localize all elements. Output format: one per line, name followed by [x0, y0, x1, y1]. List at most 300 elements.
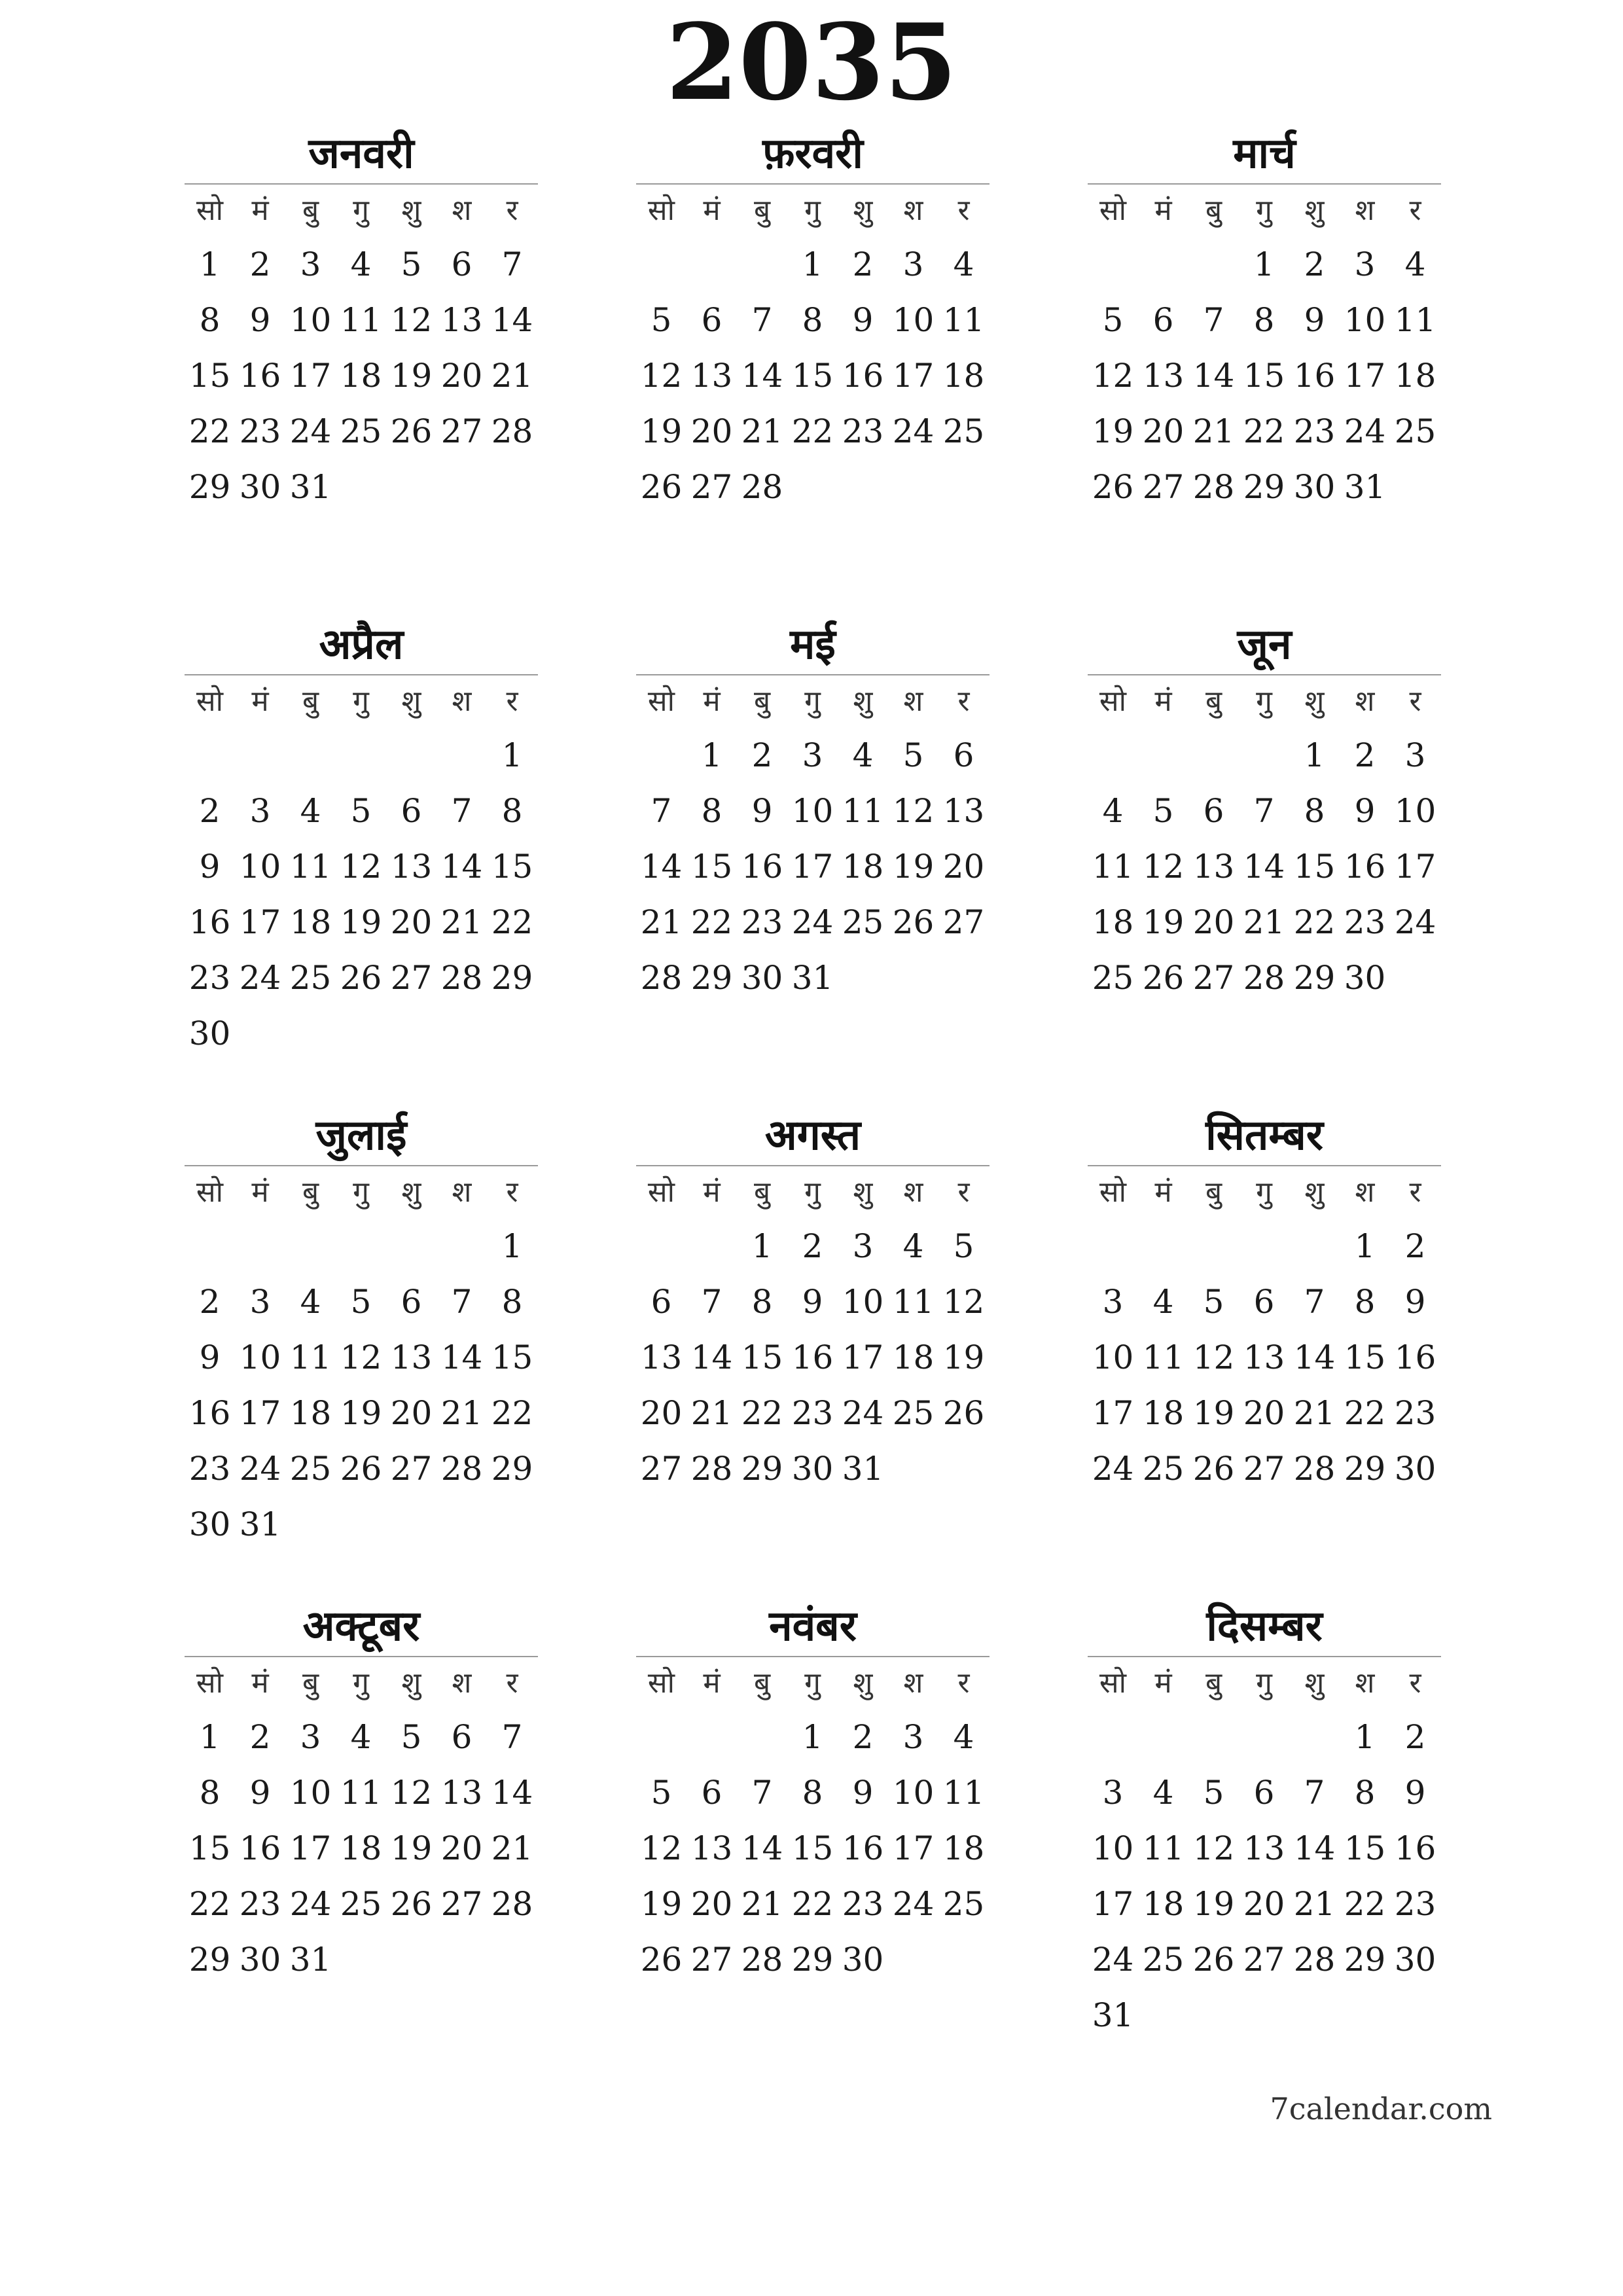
empty-cell: [235, 728, 285, 783]
day-cell: 27: [690, 1941, 733, 1979]
day-grid: [1088, 1166, 1440, 1497]
day-cell: 5: [1102, 301, 1124, 339]
day-cell: 2: [1354, 736, 1376, 774]
day-grid: [185, 185, 537, 515]
day-cell: 23: [842, 412, 884, 450]
day-cell: 6: [1253, 1283, 1275, 1321]
day-cell: 18: [340, 1829, 382, 1867]
day-cell: 4: [852, 736, 874, 774]
day-cell: 1: [1354, 1718, 1376, 1756]
weekday-header: सो: [196, 685, 224, 718]
weekday-header: बु: [753, 194, 771, 227]
day-cell: 23: [1394, 1394, 1436, 1432]
day-cell: 26: [1192, 1941, 1235, 1979]
site-credit: 7calendar.com: [1270, 2091, 1492, 2126]
day-cell: 31: [842, 1450, 884, 1488]
day-cell: 26: [640, 468, 683, 506]
day-cell: 31: [289, 468, 332, 506]
day-cell: 7: [751, 301, 773, 339]
day-cell: 4: [953, 245, 974, 283]
day-cell: 6: [701, 301, 722, 339]
empty-cell: [437, 728, 487, 783]
empty-cell: [285, 728, 336, 783]
empty-cell: [1239, 728, 1289, 783]
day-cell: 2: [802, 1227, 823, 1265]
day-cell: 21: [440, 903, 483, 941]
day-cell: 10: [1394, 792, 1436, 830]
day-cell: 26: [340, 959, 382, 997]
weekday-header: सो: [1099, 685, 1127, 718]
day-cell: 8: [501, 1283, 523, 1321]
day-cell: 1: [501, 1227, 523, 1265]
weekday-header: मं: [251, 1175, 269, 1209]
day-cell: 13: [1142, 357, 1185, 395]
day-cell: 9: [249, 301, 271, 339]
day-cell: 27: [390, 959, 433, 997]
day-cell: 29: [791, 1941, 834, 1979]
day-cell: 29: [1243, 468, 1285, 506]
day-cell: 20: [690, 1885, 733, 1923]
empty-cell: [687, 1710, 737, 1765]
day-cell: 13: [942, 792, 985, 830]
day-cell: 23: [842, 1885, 884, 1923]
day-cell: 19: [340, 1394, 382, 1432]
day-cell: 6: [701, 1774, 722, 1812]
day-cell: 3: [902, 1718, 924, 1756]
day-cell: 19: [892, 848, 935, 886]
day-cell: 11: [842, 792, 884, 830]
day-cell: 7: [451, 1283, 473, 1321]
day-cell: 25: [340, 412, 382, 450]
day-cell: 15: [741, 1338, 783, 1376]
day-cell: 27: [1192, 959, 1235, 997]
day-cell: 23: [1394, 1885, 1436, 1923]
day-cell: 22: [1293, 903, 1336, 941]
day-cell: 8: [701, 792, 722, 830]
weekday-header: गु: [804, 1175, 821, 1209]
day-cell: 18: [842, 848, 884, 886]
empty-cell: [1088, 1710, 1138, 1765]
month-block: [185, 1597, 538, 1988]
day-cell: 17: [1394, 848, 1436, 886]
day-cell: 29: [1344, 1450, 1386, 1488]
day-cell: 21: [640, 903, 683, 941]
day-cell: 9: [1404, 1283, 1426, 1321]
day-cell: 27: [690, 468, 733, 506]
day-cell: 11: [340, 1774, 382, 1812]
month-block: [636, 1106, 990, 1497]
day-cell: 3: [1102, 1774, 1124, 1812]
day-cell: 30: [842, 1941, 884, 1979]
weekday-header: श: [1355, 194, 1375, 227]
day-cell: 12: [1092, 357, 1134, 395]
day-cell: 13: [640, 1338, 683, 1376]
empty-cell: [437, 1219, 487, 1274]
weekday-header: र: [957, 685, 970, 718]
day-cell: 9: [1404, 1774, 1426, 1812]
day-cell: 17: [289, 1829, 332, 1867]
day-cell: 31: [1344, 468, 1386, 506]
day-cell: 11: [1142, 1338, 1185, 1376]
empty-cell: [636, 1219, 687, 1274]
day-cell: 28: [491, 412, 533, 450]
day-cell: 25: [289, 959, 332, 997]
day-cell: 21: [741, 1885, 783, 1923]
day-cell: 1: [802, 245, 823, 283]
day-cell: 3: [300, 245, 321, 283]
day-cell: 29: [491, 959, 533, 997]
day-cell: 11: [1092, 848, 1134, 886]
day-cell: 19: [390, 357, 433, 395]
day-cell: 23: [1344, 903, 1386, 941]
weekday-header: श: [452, 685, 472, 718]
day-cell: 2: [249, 245, 271, 283]
weekday-header: मं: [1154, 1666, 1172, 1700]
day-cell: 22: [791, 412, 834, 450]
day-cell: 6: [451, 1718, 473, 1756]
day-cell: 7: [1304, 1774, 1325, 1812]
empty-cell: [1088, 728, 1138, 783]
day-cell: 9: [199, 848, 221, 886]
weekday-header: र: [506, 685, 518, 718]
empty-cell: [687, 237, 737, 293]
day-cell: 3: [802, 736, 823, 774]
day-cell: 29: [1293, 959, 1336, 997]
day-cell: 8: [1354, 1283, 1376, 1321]
day-cell: 21: [1293, 1885, 1336, 1923]
day-cell: 4: [1102, 792, 1124, 830]
day-cell: 11: [289, 1338, 332, 1376]
day-cell: 28: [1293, 1450, 1336, 1488]
weekday-header: मं: [1154, 1175, 1172, 1209]
day-cell: 24: [289, 1885, 332, 1923]
day-cell: 20: [1142, 412, 1185, 450]
day-cell: 2: [249, 1718, 271, 1756]
day-cell: 11: [289, 848, 332, 886]
day-cell: 24: [791, 903, 834, 941]
day-cell: 6: [953, 736, 974, 774]
day-cell: 11: [1394, 301, 1436, 339]
day-cell: 24: [842, 1394, 884, 1432]
weekday-header: शु: [1304, 194, 1325, 227]
day-cell: 2: [1404, 1718, 1426, 1756]
day-cell: 9: [1304, 301, 1325, 339]
weekday-header: शु: [853, 685, 873, 718]
day-cell: 12: [340, 848, 382, 886]
empty-cell: [636, 1710, 687, 1765]
day-cell: 30: [1293, 468, 1336, 506]
day-cell: 24: [1394, 903, 1436, 941]
weekday-header: श: [1355, 685, 1375, 718]
weekday-header: सो: [1099, 1175, 1127, 1209]
day-cell: 20: [1243, 1885, 1285, 1923]
day-cell: 24: [239, 959, 281, 997]
day-cell: 27: [1243, 1450, 1285, 1488]
day-cell: 3: [902, 245, 924, 283]
day-cell: 16: [842, 1829, 884, 1867]
day-cell: 19: [640, 1885, 683, 1923]
day-cell: 14: [690, 1338, 733, 1376]
day-cell: 14: [1293, 1829, 1336, 1867]
day-cell: 14: [741, 357, 783, 395]
day-cell: 13: [440, 1774, 483, 1812]
month-block: [636, 1597, 990, 1988]
day-cell: 8: [802, 1774, 823, 1812]
day-cell: 6: [451, 245, 473, 283]
day-cell: 25: [842, 903, 884, 941]
weekday-header: गु: [353, 685, 369, 718]
day-cell: 26: [640, 1941, 683, 1979]
day-cell: 17: [791, 848, 834, 886]
day-cell: 31: [1092, 1996, 1134, 2034]
day-cell: 11: [1142, 1829, 1185, 1867]
day-cell: 1: [199, 245, 221, 283]
day-cell: 3: [1102, 1283, 1124, 1321]
weekday-header: शु: [1304, 1666, 1325, 1700]
empty-cell: [185, 1219, 235, 1274]
day-cell: 5: [651, 301, 672, 339]
day-cell: 27: [1142, 468, 1185, 506]
day-cell: 14: [440, 1338, 483, 1376]
empty-cell: [737, 237, 787, 293]
empty-cell: [1138, 1219, 1188, 1274]
weekday-header: गु: [804, 194, 821, 227]
day-cell: 5: [902, 736, 924, 774]
weekday-header: गु: [804, 685, 821, 718]
day-cell: 16: [1394, 1829, 1436, 1867]
weekday-header: बु: [1205, 1666, 1222, 1700]
day-cell: 4: [902, 1227, 924, 1265]
day-cell: 16: [239, 357, 281, 395]
weekday-header: मं: [251, 194, 269, 227]
weekday-header: शु: [1304, 1175, 1325, 1209]
month-title: नवंबर: [636, 1597, 990, 1657]
month-title: मई: [636, 615, 990, 675]
day-cell: 1: [701, 736, 722, 774]
day-cell: 19: [1192, 1394, 1235, 1432]
month-title: मार्च: [1088, 124, 1441, 185]
day-cell: 26: [390, 412, 433, 450]
day-cell: 8: [199, 1774, 221, 1812]
day-cell: 30: [239, 1941, 281, 1979]
day-cell: 10: [289, 1774, 332, 1812]
day-cell: 17: [239, 903, 281, 941]
day-cell: 6: [651, 1283, 672, 1321]
day-cell: 10: [1092, 1829, 1134, 1867]
weekday-header: शु: [401, 685, 421, 718]
day-cell: 20: [440, 357, 483, 395]
day-cell: 19: [640, 412, 683, 450]
day-cell: 11: [942, 1774, 985, 1812]
month-title: फ़रवरी: [636, 124, 990, 185]
day-cell: 31: [791, 959, 834, 997]
weekday-header: बु: [1205, 194, 1222, 227]
weekday-header: र: [506, 194, 518, 227]
day-cell: 29: [1344, 1941, 1386, 1979]
day-cell: 4: [1152, 1774, 1174, 1812]
weekday-header: र: [1409, 194, 1421, 227]
day-cell: 23: [1293, 412, 1336, 450]
day-cell: 15: [1344, 1338, 1386, 1376]
day-cell: 28: [1192, 468, 1235, 506]
day-grid: [185, 1166, 537, 1552]
day-cell: 25: [892, 1394, 935, 1432]
day-cell: 24: [289, 412, 332, 450]
day-cell: 11: [892, 1283, 935, 1321]
day-cell: 5: [1152, 792, 1174, 830]
day-cell: 7: [1203, 301, 1224, 339]
day-cell: 20: [390, 903, 433, 941]
day-cell: 1: [802, 1718, 823, 1756]
day-cell: 3: [249, 792, 271, 830]
empty-cell: [336, 1219, 386, 1274]
weekday-header: बु: [753, 1666, 771, 1700]
day-cell: 28: [690, 1450, 733, 1488]
month-title: जनवरी: [185, 124, 538, 185]
day-cell: 25: [942, 412, 985, 450]
day-cell: 22: [491, 1394, 533, 1432]
day-grid: [636, 185, 989, 515]
day-grid: [636, 1657, 989, 1988]
day-cell: 23: [239, 1885, 281, 1923]
day-cell: 24: [892, 412, 935, 450]
day-cell: 14: [640, 848, 683, 886]
day-cell: 26: [390, 1885, 433, 1923]
empty-cell: [1138, 728, 1188, 783]
day-cell: 8: [1253, 301, 1275, 339]
day-cell: 26: [892, 903, 935, 941]
day-cell: 8: [1304, 792, 1325, 830]
day-cell: 27: [440, 1885, 483, 1923]
weekday-header: सो: [647, 685, 675, 718]
day-cell: 20: [640, 1394, 683, 1432]
day-cell: 3: [852, 1227, 874, 1265]
day-cell: 12: [942, 1283, 985, 1321]
day-cell: 2: [1404, 1227, 1426, 1265]
weekday-header: बु: [302, 194, 319, 227]
day-cell: 24: [1092, 1941, 1134, 1979]
day-cell: 17: [842, 1338, 884, 1376]
weekday-header: बु: [753, 685, 771, 718]
day-cell: 11: [340, 301, 382, 339]
day-cell: 20: [390, 1394, 433, 1432]
day-cell: 26: [340, 1450, 382, 1488]
weekday-header: श: [452, 1175, 472, 1209]
weekday-header: श: [903, 685, 923, 718]
day-cell: 2: [199, 1283, 221, 1321]
weekday-header: गु: [353, 1175, 369, 1209]
day-cell: 24: [239, 1450, 281, 1488]
day-cell: 4: [953, 1718, 974, 1756]
month-title: जुलाई: [185, 1106, 538, 1166]
day-cell: 5: [401, 1718, 422, 1756]
month-block: [1088, 1106, 1441, 1497]
day-cell: 13: [390, 1338, 433, 1376]
day-cell: 5: [1203, 1283, 1224, 1321]
day-cell: 28: [491, 1885, 533, 1923]
day-cell: 17: [892, 1829, 935, 1867]
day-cell: 19: [1142, 903, 1185, 941]
month-block: [1088, 615, 1441, 1006]
day-cell: 14: [1243, 848, 1285, 886]
day-cell: 25: [1142, 1941, 1185, 1979]
weekday-header: श: [903, 194, 923, 227]
day-cell: 12: [390, 1774, 433, 1812]
weekday-header: शु: [401, 1175, 421, 1209]
empty-cell: [285, 1219, 336, 1274]
day-cell: 17: [1344, 357, 1386, 395]
day-cell: 9: [852, 1774, 874, 1812]
month-title: अगस्त: [636, 1106, 990, 1166]
day-cell: 18: [1142, 1394, 1185, 1432]
day-grid: [636, 1166, 989, 1497]
weekday-header: गु: [1256, 194, 1272, 227]
weekday-header: र: [957, 1666, 970, 1700]
empty-cell: [1289, 1219, 1340, 1274]
month-block: [1088, 1597, 1441, 2043]
day-cell: 18: [942, 1829, 985, 1867]
day-cell: 7: [701, 1283, 722, 1321]
day-cell: 18: [340, 357, 382, 395]
day-cell: 30: [239, 468, 281, 506]
day-cell: 15: [1243, 357, 1285, 395]
empty-cell: [1188, 728, 1239, 783]
day-cell: 27: [390, 1450, 433, 1488]
day-cell: 15: [1293, 848, 1336, 886]
day-cell: 9: [802, 1283, 823, 1321]
weekday-header: मं: [251, 1666, 269, 1700]
day-cell: 22: [1243, 412, 1285, 450]
day-grid: [185, 675, 537, 1062]
day-cell: 8: [501, 792, 523, 830]
day-cell: 12: [640, 357, 683, 395]
day-cell: 23: [741, 903, 783, 941]
day-cell: 7: [1304, 1283, 1325, 1321]
day-cell: 30: [1344, 959, 1386, 997]
day-cell: 14: [741, 1829, 783, 1867]
weekday-header: सो: [196, 194, 224, 227]
day-cell: 15: [791, 1829, 834, 1867]
day-cell: 19: [1192, 1885, 1235, 1923]
weekday-header: सो: [196, 1175, 224, 1209]
day-cell: 10: [1344, 301, 1386, 339]
day-cell: 18: [942, 357, 985, 395]
day-cell: 18: [892, 1338, 935, 1376]
day-cell: 21: [690, 1394, 733, 1432]
weekday-header: र: [1409, 1175, 1421, 1209]
day-cell: 28: [1293, 1941, 1336, 1979]
day-cell: 3: [249, 1283, 271, 1321]
empty-cell: [1188, 1219, 1239, 1274]
day-cell: 30: [741, 959, 783, 997]
day-cell: 25: [942, 1885, 985, 1923]
day-cell: 13: [1243, 1338, 1285, 1376]
day-cell: 16: [791, 1338, 834, 1376]
day-cell: 6: [401, 792, 422, 830]
month-title: अप्रैल: [185, 615, 538, 675]
weekday-header: शु: [1304, 685, 1325, 718]
month-block: [636, 124, 990, 515]
day-cell: 18: [1142, 1885, 1185, 1923]
day-cell: 17: [1092, 1885, 1134, 1923]
day-cell: 2: [751, 736, 773, 774]
day-cell: 18: [289, 1394, 332, 1432]
day-cell: 28: [741, 1941, 783, 1979]
day-cell: 9: [852, 301, 874, 339]
weekday-header: गु: [353, 194, 369, 227]
weekday-header: मं: [251, 685, 269, 718]
day-cell: 24: [892, 1885, 935, 1923]
